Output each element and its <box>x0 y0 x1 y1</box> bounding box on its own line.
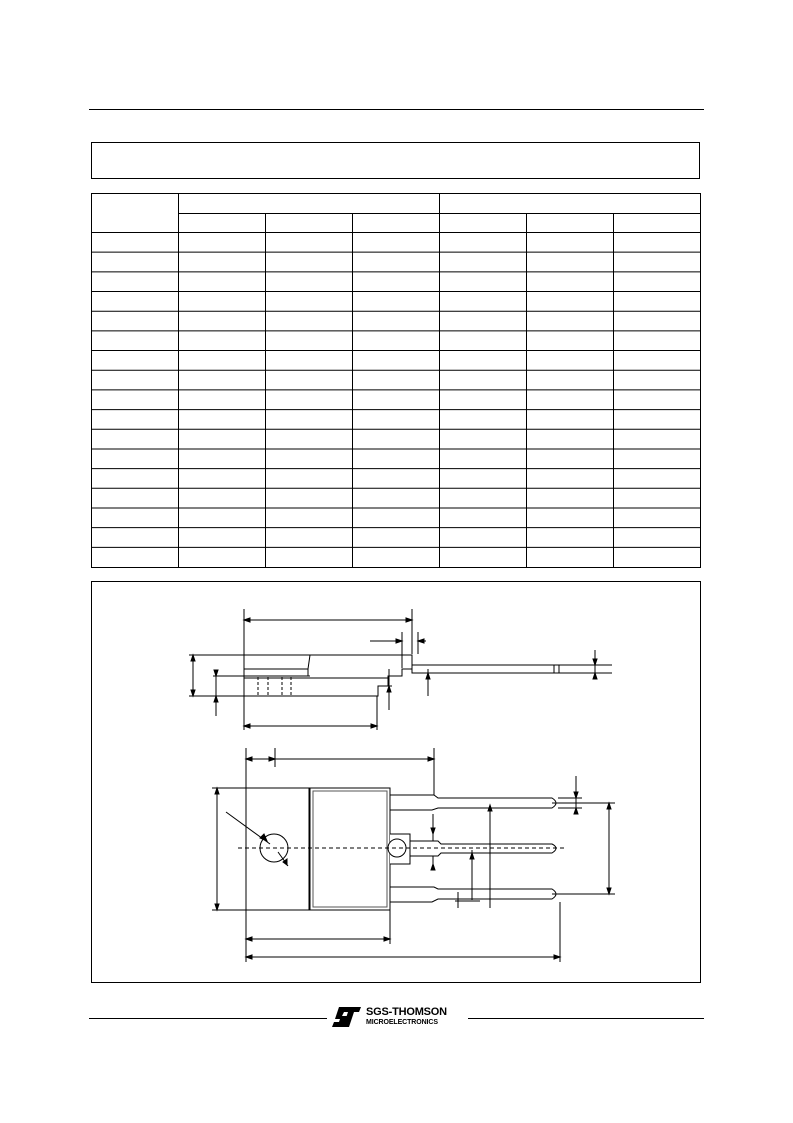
side-view <box>189 609 612 730</box>
brand-logo <box>330 1004 465 1032</box>
front-view <box>212 748 615 962</box>
brand-name: SGS-THOMSON <box>366 1006 447 1018</box>
package-outline-drawing <box>91 581 701 983</box>
package-title-box <box>91 142 700 179</box>
dimensions-table <box>91 193 701 568</box>
table-border <box>92 194 701 568</box>
dimensions-table-grid <box>91 193 701 568</box>
footer-rule-right <box>468 1018 704 1019</box>
st-logo-icon <box>330 1004 362 1030</box>
brand-subtitle: MICROELECTRONICS <box>366 1019 438 1026</box>
header-rule <box>89 109 704 110</box>
package-outline-svg <box>92 582 700 982</box>
footer-rule-left <box>89 1018 327 1019</box>
